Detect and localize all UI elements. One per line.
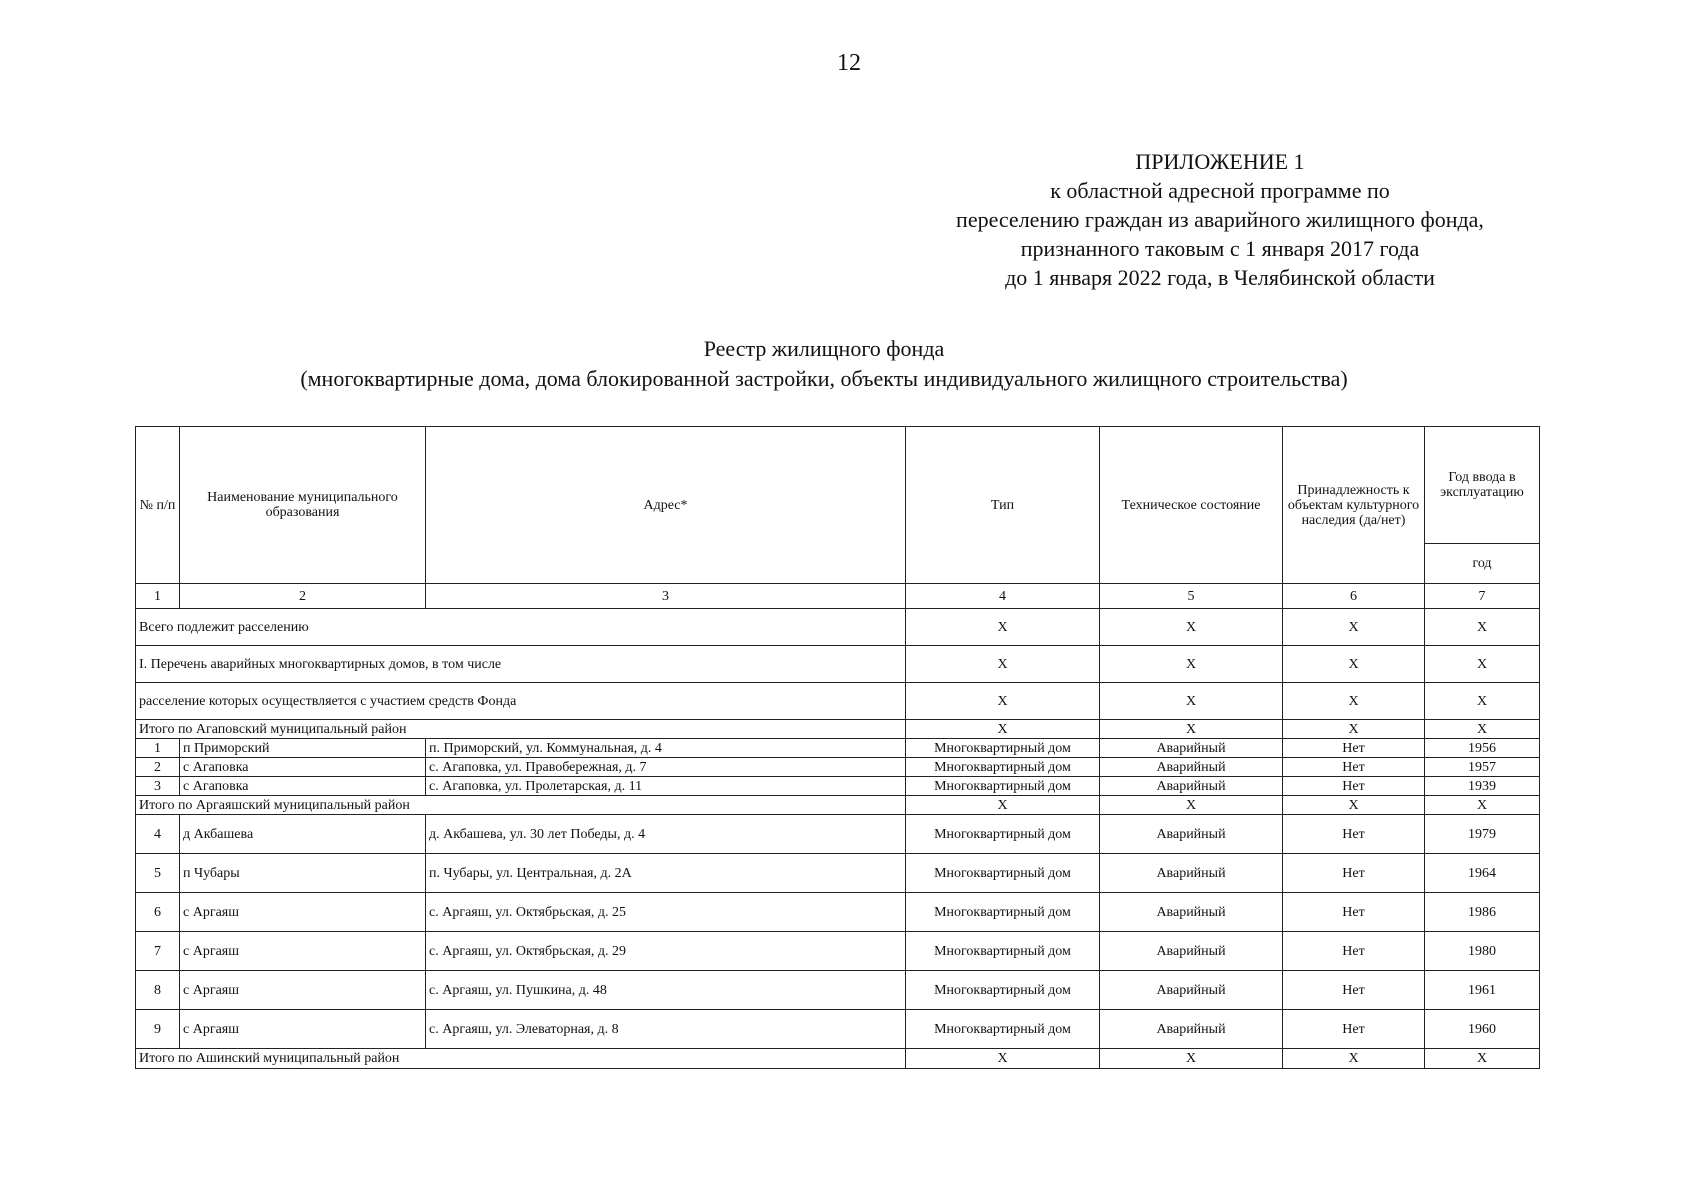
district-total-row xyxy=(136,720,1540,739)
cell-type: Многоквартирный дом xyxy=(906,971,1100,1010)
cell-condition: Аварийный xyxy=(1100,893,1283,932)
cell-municipality: с Аргаяш xyxy=(180,971,426,1010)
cell-address: с. Аргаяш, ул. Октябрьская, д. 25 xyxy=(426,893,906,932)
summary-label: Всего подлежит расселению xyxy=(136,609,906,646)
cell-heritage: X xyxy=(1283,609,1425,646)
header-num: № п/п xyxy=(136,427,180,584)
cell-condition: Аварийный xyxy=(1100,971,1283,1010)
cell-year: 1957 xyxy=(1425,758,1540,777)
table-row xyxy=(136,739,1540,758)
cell-type: X xyxy=(906,1049,1100,1069)
cell-num: 8 xyxy=(136,971,180,1010)
table-row xyxy=(136,893,1540,932)
cell-municipality: п Приморский xyxy=(180,739,426,758)
cell-condition: X xyxy=(1100,796,1283,815)
header-condition: Техническое состояние xyxy=(1100,427,1283,584)
cell-heritage: Нет xyxy=(1283,971,1425,1010)
cell-heritage: Нет xyxy=(1283,758,1425,777)
cell-num: 5 xyxy=(136,854,180,893)
cell-num: 3 xyxy=(136,777,180,796)
cell-year: X xyxy=(1425,1049,1540,1069)
register-subtitle: (многоквартирные дома, дома блокированной застройки, объекты индивидуального жилищного строительства) xyxy=(300,366,1348,391)
cell-condition: X xyxy=(1100,1049,1283,1069)
cell-condition: X xyxy=(1100,609,1283,646)
column-number: 6 xyxy=(1283,584,1425,609)
summary-row xyxy=(136,646,1540,683)
page-number: 12 xyxy=(837,50,861,76)
housing-registry-table xyxy=(135,426,1540,1069)
header-heritage: Принадлежность к объектам культурного наследия (да/нет) xyxy=(1283,427,1425,584)
table-row xyxy=(136,1010,1540,1049)
district-total-row xyxy=(136,796,1540,815)
cell-address: с. Аргаяш, ул. Пушкина, д. 48 xyxy=(426,971,906,1010)
cell-municipality: д Акбашева xyxy=(180,815,426,854)
cell-heritage: X xyxy=(1283,646,1425,683)
table-row xyxy=(136,854,1540,893)
table-row xyxy=(136,815,1540,854)
cell-condition: Аварийный xyxy=(1100,932,1283,971)
district-total-label: Итого по Агаповский муниципальный район xyxy=(136,720,906,739)
cell-type: X xyxy=(906,646,1100,683)
header-row xyxy=(136,427,1540,544)
summary-row xyxy=(136,609,1540,646)
cell-condition: X xyxy=(1100,646,1283,683)
cell-heritage: X xyxy=(1283,720,1425,739)
appendix-title: ПРИЛОЖЕНИЕ 1 xyxy=(1135,149,1305,174)
cell-heritage: Нет xyxy=(1283,932,1425,971)
cell-municipality: п Чубары xyxy=(180,854,426,893)
column-number: 1 xyxy=(136,584,180,609)
cell-num: 9 xyxy=(136,1010,180,1049)
column-number: 5 xyxy=(1100,584,1283,609)
appendix-line: к областной адресной программе по xyxy=(1050,178,1390,203)
cell-municipality: с Агаповка xyxy=(180,758,426,777)
cell-type: Многоквартирный дом xyxy=(906,893,1100,932)
cell-address: д. Акбашева, ул. 30 лет Победы, д. 4 xyxy=(426,815,906,854)
cell-year: X xyxy=(1425,609,1540,646)
column-number: 7 xyxy=(1425,584,1540,609)
cell-municipality: с Аргаяш xyxy=(180,1010,426,1049)
cell-condition: Аварийный xyxy=(1100,777,1283,796)
register-title: Реестр жилищного фонда xyxy=(703,336,945,361)
appendix-line: признанного таковым с 1 января 2017 года xyxy=(1020,236,1420,261)
cell-address: с. Аргаяш, ул. Октябрьская, д. 29 xyxy=(426,932,906,971)
table-row xyxy=(136,777,1540,796)
cell-type: Многоквартирный дом xyxy=(906,854,1100,893)
cell-heritage: Нет xyxy=(1283,815,1425,854)
cell-address: п. Чубары, ул. Центральная, д. 2А xyxy=(426,854,906,893)
cell-municipality: с Аргаяш xyxy=(180,893,426,932)
cell-type: Многоквартирный дом xyxy=(906,758,1100,777)
table-row xyxy=(136,932,1540,971)
cell-type: Многоквартирный дом xyxy=(906,777,1100,796)
cell-condition: X xyxy=(1100,720,1283,739)
cell-condition: X xyxy=(1100,683,1283,720)
cell-heritage: Нет xyxy=(1283,893,1425,932)
column-number: 2 xyxy=(180,584,426,609)
table-row xyxy=(136,758,1540,777)
cell-num: 1 xyxy=(136,739,180,758)
cell-num: 2 xyxy=(136,758,180,777)
cell-type: Многоквартирный дом xyxy=(906,739,1100,758)
header-address: Адрес* xyxy=(426,427,906,584)
column-number: 4 xyxy=(906,584,1100,609)
cell-year: 1986 xyxy=(1425,893,1540,932)
cell-type: Многоквартирный дом xyxy=(906,932,1100,971)
cell-num: 6 xyxy=(136,893,180,932)
cell-num: 4 xyxy=(136,815,180,854)
cell-condition: Аварийный xyxy=(1100,758,1283,777)
cell-heritage: Нет xyxy=(1283,1010,1425,1049)
cell-type: X xyxy=(906,720,1100,739)
table-row xyxy=(136,971,1540,1010)
cell-address: с. Агаповка, ул. Пролетарская, д. 11 xyxy=(426,777,906,796)
cell-year: 1979 xyxy=(1425,815,1540,854)
appendix-header xyxy=(910,147,1530,292)
appendix-line: переселению граждан из аварийного жилищного фонда, xyxy=(956,207,1484,232)
cell-municipality: с Аргаяш xyxy=(180,932,426,971)
cell-type: X xyxy=(906,609,1100,646)
cell-heritage: Нет xyxy=(1283,739,1425,758)
summary-label: расселение которых осуществляется с участием средств Фонда xyxy=(136,683,906,720)
cell-condition: Аварийный xyxy=(1100,1010,1283,1049)
district-total-label: Итого по Аргаяшский муниципальный район xyxy=(136,796,906,815)
cell-year: 1964 xyxy=(1425,854,1540,893)
district-total-label: Итого по Ашинский муниципальный район xyxy=(136,1049,906,1069)
header-municipality: Наименование муниципального образования xyxy=(180,427,426,584)
column-number: 3 xyxy=(426,584,906,609)
district-total-row xyxy=(136,1049,1540,1069)
column-number-row xyxy=(136,584,1540,609)
cell-heritage: X xyxy=(1283,1049,1425,1069)
cell-condition: Аварийный xyxy=(1100,815,1283,854)
summary-row xyxy=(136,683,1540,720)
cell-condition: Аварийный xyxy=(1100,854,1283,893)
cell-address: с. Агаповка, ул. Правобережная, д. 7 xyxy=(426,758,906,777)
cell-type: Многоквартирный дом xyxy=(906,1010,1100,1049)
cell-year: 1980 xyxy=(1425,932,1540,971)
cell-year: 1956 xyxy=(1425,739,1540,758)
appendix-line: до 1 января 2022 года, в Челябинской области xyxy=(1005,265,1435,290)
cell-type: Многоквартирный дом xyxy=(906,815,1100,854)
cell-year: X xyxy=(1425,796,1540,815)
cell-heritage: X xyxy=(1283,683,1425,720)
cell-num: 7 xyxy=(136,932,180,971)
cell-type: X xyxy=(906,683,1100,720)
cell-year: 1960 xyxy=(1425,1010,1540,1049)
cell-address: с. Аргаяш, ул. Элеваторная, д. 8 xyxy=(426,1010,906,1049)
summary-label: I. Перечень аварийных многоквартирных домов, в том числе xyxy=(136,646,906,683)
cell-year: 1961 xyxy=(1425,971,1540,1010)
cell-address: п. Приморский, ул. Коммунальная, д. 4 xyxy=(426,739,906,758)
cell-year: X xyxy=(1425,646,1540,683)
cell-heritage: Нет xyxy=(1283,854,1425,893)
cell-type: X xyxy=(906,796,1100,815)
cell-condition: Аварийный xyxy=(1100,739,1283,758)
header-type: Тип xyxy=(906,427,1100,584)
header-year: Год ввода в эксплуатацию xyxy=(1425,427,1540,544)
cell-heritage: Нет xyxy=(1283,777,1425,796)
cell-heritage: X xyxy=(1283,796,1425,815)
cell-year: X xyxy=(1425,683,1540,720)
cell-year: X xyxy=(1425,720,1540,739)
register-heading xyxy=(0,334,1648,394)
header-year-unit: год xyxy=(1425,544,1540,584)
cell-municipality: с Агаповка xyxy=(180,777,426,796)
cell-year: 1939 xyxy=(1425,777,1540,796)
